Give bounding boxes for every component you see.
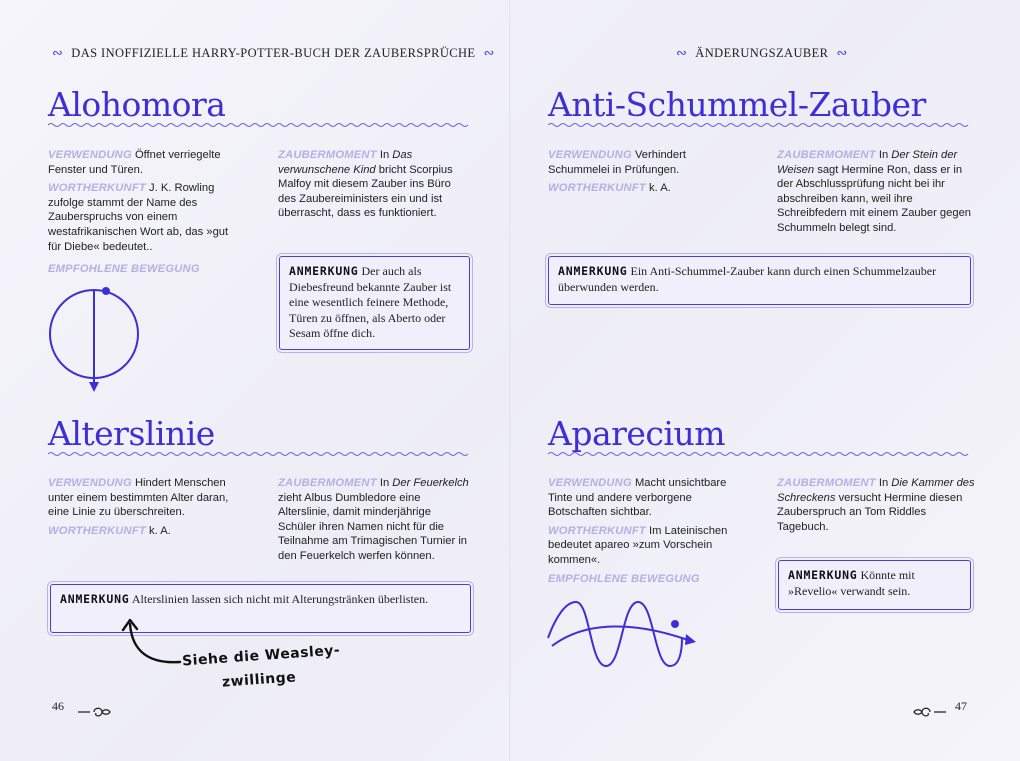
verwendung-label: VERWENDUNG xyxy=(48,149,132,161)
anti-schummel-left-column xyxy=(548,148,728,196)
zaubermoment-label: ZAUBERMOMENT xyxy=(777,477,876,489)
wortherkunft-label: WORTHERKUNFT xyxy=(48,524,146,537)
left-running-header xyxy=(52,45,495,61)
zaubermoment-label: ZAUBERMOMENT xyxy=(278,149,377,161)
verwendung-text: Hindert Menschen unter einem bestimmten Alter daran, eine Linie zu überschreiten. xyxy=(48,477,229,519)
handwritten-note-line2: zwillinge xyxy=(221,669,297,691)
page-flourish-icon xyxy=(76,705,114,719)
anmerkung-text: Alterslinien lassen sich nicht mit Alterungstränken überlisten. xyxy=(131,592,429,606)
aparecium-left-column xyxy=(548,476,743,586)
flourish-ornament-icon: ∾ xyxy=(483,45,495,60)
wortherkunft-label: WORTHERKUNFT xyxy=(48,182,146,195)
anmerkung-label: ANMERKUNG xyxy=(289,264,359,278)
aparecium-right-column xyxy=(777,476,975,534)
verwendung-label: VERWENDUNG xyxy=(48,477,132,489)
anmerkung-text: Der auch als Diebesfreund bekannte Zauber ist eine wesentlich feinere Methode, Türen zu öffnen, als Aberto oder Sesam öffne dich. xyxy=(289,264,452,340)
anmerkung-label: ANMERKUNG xyxy=(558,264,628,278)
zaubermoment-work: Der Stein der Weisen xyxy=(777,149,958,176)
page-flourish-icon xyxy=(910,705,948,719)
title-wavy-rule xyxy=(48,122,472,128)
anmerkung-label: ANMERKUNG xyxy=(788,568,858,582)
wortherkunft-label: WORTHERKUNFT xyxy=(548,182,646,195)
spell-title: Anti-Schummel-Zauber xyxy=(548,85,926,124)
page-number: 46 xyxy=(52,699,64,713)
spell-title: Alohomora xyxy=(48,85,226,124)
zaubermoment-label: ZAUBERMOMENT xyxy=(278,477,377,489)
anmerkung-box xyxy=(50,584,471,633)
alterslinie-right-column xyxy=(278,476,470,564)
anmerkung-box xyxy=(279,256,470,350)
zaubermoment-text: versucht Hermine diesen Zauberspruch an Tom Riddles Tagebuch. xyxy=(777,491,963,533)
zaubermoment-prefix: In xyxy=(379,149,390,161)
zaubermoment-prefix: In xyxy=(878,477,889,489)
title-wavy-rule xyxy=(48,451,472,457)
alterslinie-left-column xyxy=(48,476,243,538)
zaubermoment-work: Der Feuerkelch xyxy=(392,477,469,489)
zaubermoment-label: ZAUBERMOMENT xyxy=(777,149,876,161)
title-wavy-rule xyxy=(548,122,972,128)
running-header-text: ÄNDERUNGSZAUBER xyxy=(695,45,829,60)
anmerkung-label: ANMERKUNG xyxy=(60,592,130,606)
wortherkunft-text: k. A. xyxy=(649,182,671,195)
anmerkung-box xyxy=(548,256,971,305)
anti-schummel-right-column xyxy=(777,148,975,236)
verwendung-text: Macht unsichtbare Tinte und andere verborgene Botschaften sichtbar. xyxy=(548,477,727,519)
flourish-ornament-icon: ∾ xyxy=(836,45,848,60)
right-running-header xyxy=(676,45,848,61)
flourish-ornament-icon: ∾ xyxy=(52,45,64,60)
verwendung-text: Verhindert Schummelei in Prüfungen. xyxy=(548,149,686,176)
page-number: 47 xyxy=(955,699,967,713)
verwendung-label: VERWENDUNG xyxy=(548,149,632,161)
book-gutter xyxy=(509,0,511,761)
handwritten-note-line1: Siehe die Weasley- xyxy=(181,642,341,670)
anmerkung-text: Ein Anti-Schummel-Zauber kann durch einen Schummelzauber überwunden werden. xyxy=(558,264,937,294)
wortherkunft-text: Im Lateinischen bedeutet apareo »zum Vorschein kommen«. xyxy=(548,524,728,566)
title-wavy-rule xyxy=(548,451,972,457)
curved-arrow-icon xyxy=(120,612,190,672)
bewegung-label: EMPFOHLENE BEWEGUNG xyxy=(48,263,200,276)
spell-title: Alterslinie xyxy=(48,414,215,453)
verwendung-text: Öffnet verriegelte Fenster und Türen. xyxy=(48,149,221,176)
verwendung-label: VERWENDUNG xyxy=(548,477,632,489)
zaubermoment-text: sagt Hermine Ron, dass er in der Abschlussprüfung nicht bei ihr abschreiben kann, weil ihre Schreibfedern mit einem Zauber gegen Schummeln belegt sind. xyxy=(777,163,972,234)
zaubermoment-prefix: In xyxy=(878,149,889,161)
flourish-ornament-icon: ∾ xyxy=(676,45,688,60)
circle-wand-motion-icon xyxy=(46,284,146,396)
spell-title: Aparecium xyxy=(548,414,726,453)
running-header-text: DAS INOFFIZIELLE HARRY-POTTER-BUCH DER ZAUBERSPRÜCHE xyxy=(71,45,476,60)
zaubermoment-text: bricht Scorpius Malfoy mit diesem Zauber ins Büro des Zaubereiministers ein und ist überrascht, dass es funktioniert. xyxy=(278,163,453,220)
alohomora-left-column xyxy=(48,148,238,277)
anmerkung-text: Könnte mit »Revelio« verwandt sein. xyxy=(788,568,915,598)
zaubermoment-work: Die Kammer des Schreckens xyxy=(777,477,975,504)
wortherkunft-text: J. K. Rowling zufolge stammt der Name des Zauberspruchs von einem westafrikanischen Wort ab, das »gut für Diebe« bedeutet.. xyxy=(48,182,229,253)
wortherkunft-label: WORTHERKUNFT xyxy=(548,524,646,537)
wortherkunft-text: k. A. xyxy=(149,524,171,537)
bewegung-label: EMPFOHLENE BEWEGUNG xyxy=(548,572,700,585)
alohomora-right-column xyxy=(278,148,468,221)
zaubermoment-text: zieht Albus Dumbledore eine Alterslinie, damit minderjährige Schüler ihren Namen nicht für die Teilnahme am Trimagischen Turnier in den Feuerkelch werfen können. xyxy=(278,491,468,562)
wave-wand-motion-icon xyxy=(546,598,702,670)
zaubermoment-work: Das verwunschene Kind xyxy=(278,149,413,176)
anmerkung-box xyxy=(778,560,971,610)
zaubermoment-prefix: In xyxy=(379,477,390,489)
